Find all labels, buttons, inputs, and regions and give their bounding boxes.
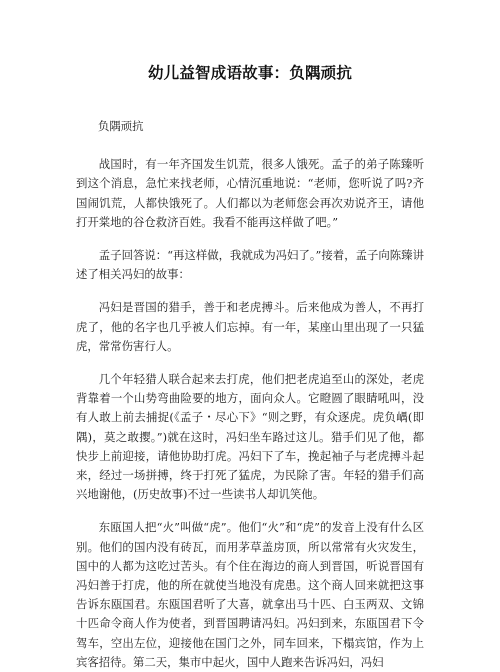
document-body [76,117,424,672]
paragraph-3: 冯妇是晋国的猎手，善于和老虎搏斗。后来他成为善人，不再打虎了，他的名字也几乎被人们忘掉。有一年，某座山里出现了一只猛虎，常常伤害行人。 [76,300,424,353]
paragraph-1: 战国时，有一年齐国发生饥荒，很多人饿死。孟子的弟子陈臻听到这个消息，急忙来找老师，心情沉重地说：“老师，您听说了吗?齐国闹饥荒，人都快饿死了。人们都以为老师您会再次劝说齐王，请他打开棠地的谷仓救济百姓。我看不能再这样做了吧。” [76,157,424,229]
paragraph-5: 东瓯国人把“火”叫做“虎”。他们“火”和“虎”的发音上没有什么区别。他们的国内没有砖瓦，而用茅草盖房顶，所以常常有火灾发生，国中的人都为这吃过苦头。有个住在海边的商人到晋国，听说晋国有冯妇善于打虎，他的所在就使当地没有虎患。这个商人回来就把这事告诉东瓯国君。东瓯国君听了大喜，就拿出马十匹、白玉两双、文锦十匹命令商人作为使者，到晋国聘请冯妇。冯妇到来，东瓯国君下令驾车，空出左位，迎接他在国门之外，同车回来，下榻宾馆，作为上宾客招待。第二天，集市中起火，国中人跑来告诉冯妇，冯妇 [76,520,424,669]
document-title: 幼儿益智成语故事：负隅顽抗 [147,64,353,82]
paragraph-4: 几个年轻猎人联合起来去打虎，他们把老虎追至山的深处，老虎背靠着一个山势弯曲险要的地方，面向众人。它瞪圆了眼睛吼叫，没有人敢上前去捕捉(《孟子・尽心下》“则之野，有众逐虎。虎负嵎(即隅)，莫之敢撄。”)就在这时，冯妇坐车路过这儿。猎手们见了他，都快步上前迎接，请他协助打虎。冯妇下了车，挽起袖子与老虎搏斗起来，经过一场拼搏，终于打死了猛虎，为民除了害。年轻的猎手们高兴地谢他，(历史故事)不过一些读书人却讥笑他。 [76,372,424,502]
paragraph-2: 孟子回答说：“再这样做，我就成为冯妇了。”接着，孟子向陈臻讲述了相关冯妇的故事： [76,248,424,282]
document-subtitle: 负隅顽抗 [98,119,144,133]
